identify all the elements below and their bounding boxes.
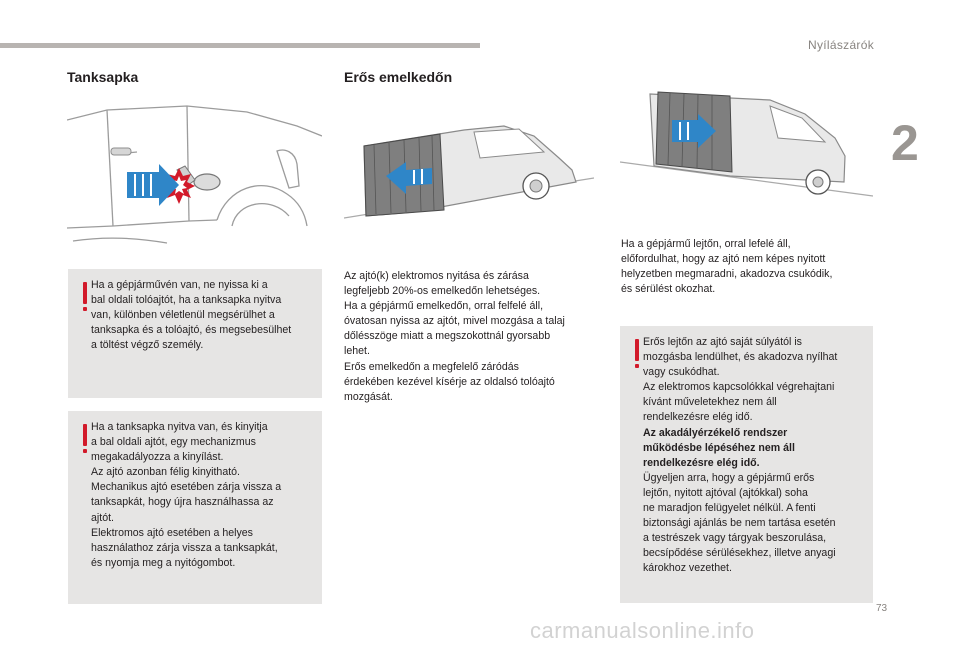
downhill-paragraph <box>621 237 875 297</box>
text-line: lejtőn, nyitott ajtóval (ajtókkal) soha <box>643 486 808 499</box>
van-downhill-illustration <box>620 86 873 198</box>
text-line: Erős emelkedőn a megfelelő záródás <box>344 360 519 373</box>
chapter-title: Nyílászárók <box>808 38 874 52</box>
text-line: megakadályozza a kinyílást. <box>91 451 224 464</box>
section-title-fuel-cap: Tanksapka <box>67 69 139 85</box>
text-line: tanksapkát, hogy újra használhassa az <box>91 496 274 509</box>
fuel-cap-illustration <box>67 96 322 248</box>
watermark: carmanualsonline.info <box>530 618 755 643</box>
warning-text <box>643 335 865 577</box>
chapter-number: 2 <box>891 115 919 171</box>
text-line: rendelkezésre elég idő. <box>643 411 753 424</box>
text-line: érdekében kezével kísérje az oldalsó tolóajtó <box>344 375 555 388</box>
warning-box-fuel-cap-door <box>68 269 322 398</box>
text-line: dőlésszöge miatt a megszokottnál gyorsabb <box>344 330 551 343</box>
warning-box-steep-slope <box>620 326 873 603</box>
text-line: kívánt műveletekhez nem áll <box>643 396 777 409</box>
blue-arrow-icon <box>127 164 179 206</box>
bold-text-line: Az akadályérzékelő rendszer <box>643 426 788 439</box>
text-line: Ha a gépjárművén van, ne nyissa ki a <box>91 279 268 291</box>
page-number: 73 <box>876 603 888 614</box>
text-line: legfeljebb 20%-os emelkedőn lehetséges. <box>344 285 541 298</box>
warning-exclamation-icon <box>83 282 87 311</box>
warning-exclamation-icon <box>635 339 639 368</box>
uphill-paragraph <box>344 269 600 405</box>
text-line: a töltést végző személy. <box>91 339 204 352</box>
text-line: Erős lejtőn az ajtó saját súlyától is <box>643 336 802 348</box>
warning-text <box>91 420 314 571</box>
text-line: bal oldali tolóajtót, ha a tanksapka nyitva <box>91 294 282 307</box>
text-line: lehet. <box>344 345 370 358</box>
text-line: mozgását. <box>344 390 393 403</box>
warning-exclamation-icon <box>83 424 87 453</box>
text-line: Az ajtó(k) elektromos nyitása és zárása <box>344 270 529 282</box>
van-uphill-illustration <box>344 118 594 223</box>
text-line: Az ajtó azonban félig kinyitható. <box>91 466 240 479</box>
text-line: mozgásba lendülhet, és akadozva nyílhat <box>643 351 838 364</box>
text-line: óvatosan nyissa az ajtót, mivel mozgása a talaj <box>344 315 565 328</box>
text-line: és nyomja meg a nyitógombot. <box>91 556 236 569</box>
text-line: van, különben véletlenül megsérülhet a <box>91 309 275 322</box>
text-line: használathoz zárja vissza a tanksapkát, <box>91 541 278 554</box>
text-line: Ha a gépjármű lejtőn, orral lefelé áll, <box>621 238 791 250</box>
bold-text-line: működésbe lépéséhez nem áll <box>643 441 795 454</box>
text-line: ne maradjon felügyelet nélkül. A fenti <box>643 502 816 515</box>
text-line: biztonsági ajánlás be nem tartása esetén <box>643 517 836 530</box>
text-line: Elektromos ajtó esetében a helyes <box>91 526 253 539</box>
text-line: becsípődése sérülésekhez, illetve anyagi <box>643 547 836 560</box>
warning-text <box>91 278 314 353</box>
bold-text-line: rendelkezésre elég idő. <box>643 456 760 469</box>
text-line: tanksapka és a tolóajtó, és megsebesülhet <box>91 324 292 337</box>
header-rule <box>0 43 480 48</box>
text-line: Ha a gépjármű emelkedőn, orral felfelé áll, <box>344 300 544 313</box>
text-line: Ügyeljen arra, hogy a gépjármű erős <box>643 471 815 484</box>
text-line: Az elektromos kapcsolókkal végrehajtani <box>643 381 835 394</box>
text-line: előfordulhat, hogy az ajtó nem képes nyitott <box>621 253 826 266</box>
text-line: a bal oldali ajtót, egy mechanizmus <box>91 436 256 449</box>
text-line: ajtót. <box>91 511 114 524</box>
text-line: károkhoz vezethet. <box>643 562 732 575</box>
text-line: és sérülést okozhat. <box>621 283 716 296</box>
text-line: a testrészek vagy tárgyak beszorulása, <box>643 532 827 545</box>
text-line: helyzetben megmaradni, akadozva csukódik, <box>621 268 833 281</box>
warning-box-fuel-cap-open <box>68 411 322 604</box>
text-line: Ha a tanksapka nyitva van, és kinyitja <box>91 421 268 433</box>
section-title-steep-slope: Erős emelkedőn <box>344 69 453 85</box>
text-line: vagy csukódhat. <box>643 366 720 379</box>
text-line: Mechanikus ajtó esetében zárja vissza a <box>91 481 282 494</box>
